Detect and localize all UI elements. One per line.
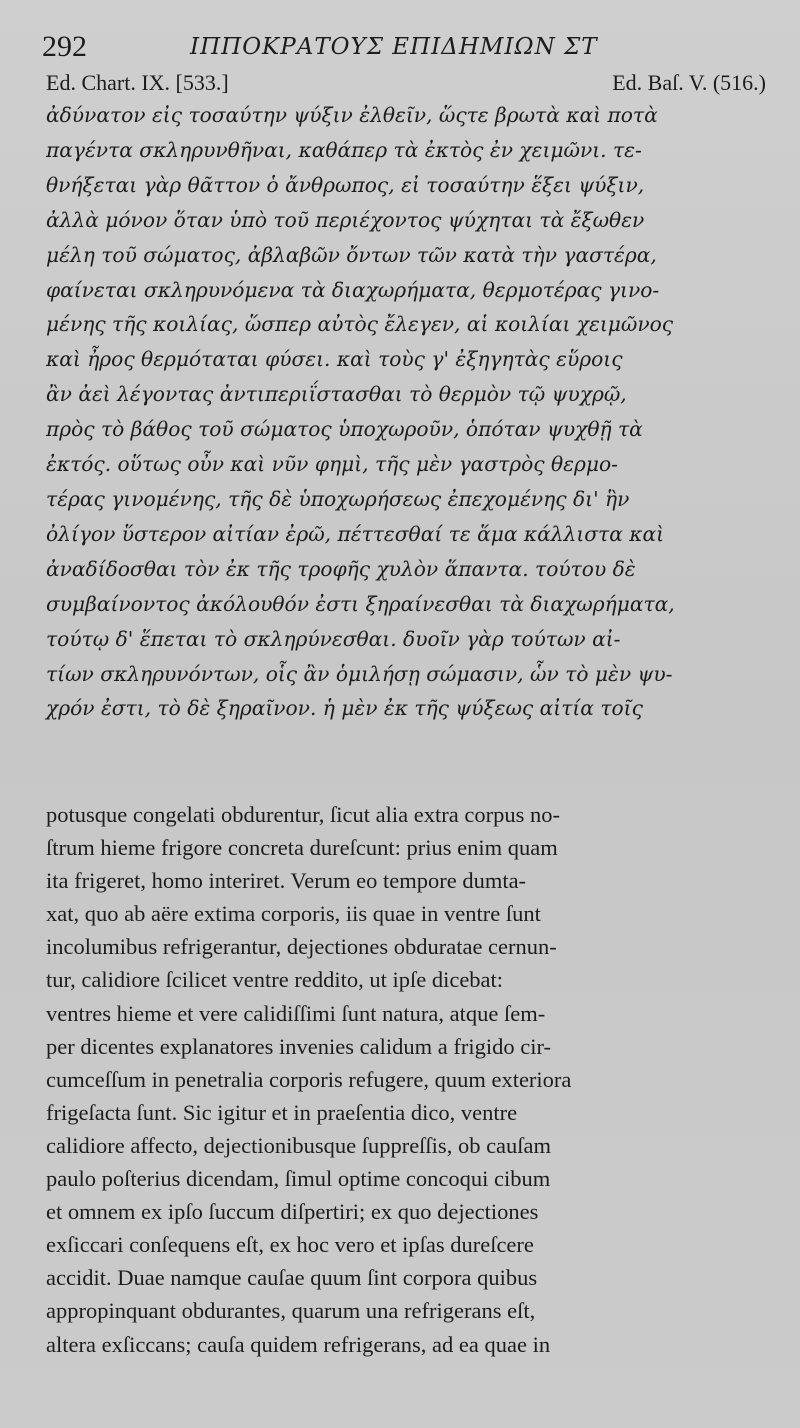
greek-line: μένης τῆς κοιλίας, ὥσπερ αὐτὸς ἔλεγεν, αἱ κοιλίαι χειμῶνος [46,312,674,337]
greek-line: φαίνεται σκληρυνόμενα τὰ διαχωρήματα, θερμοτέρας γινο- [46,277,660,302]
edition-references [46,70,766,100]
latin-line: ita frigeret, homo interiret. Verum eo tempore dumta- [46,868,527,894]
latin-line: xat, quo ab aëre extima corporis, iis quae in ventre ſunt [46,901,541,927]
latin-line: et omnem ex ipſo ſuccum diſpertiri; ex quo dejectiones [46,1199,539,1225]
greek-line: παγέντα σκληρυνθῆναι, καθάπερ τὰ ἐκτὸς ἐν χειμῶνι. τε- [46,137,642,162]
greek-line: καὶ ἦρος θερμόταται φύσει. καὶ τοὺς γ' ἐξηγητὰς εὕροις [46,347,623,372]
greek-line: ὀλίγον ὕστερον αἰτίαν ἐρῶ, πέττεσθαί τε ἅμα κάλλιστα καὶ [46,521,665,546]
greek-text-block [46,98,768,726]
latin-line: frigeſacta ſunt. Sic igitur et in praeſentia dico, ventre [46,1099,518,1125]
latin-line: incolumibus refrigerantur, dejectiones obduratae cernun- [46,934,557,960]
edition-ref-basel: Ed. Baſ. V. (516.) [612,70,766,95]
latin-line: per dicentes explanatores invenies calidum a frigido cir- [46,1033,551,1059]
edition-ref-chartier: Ed. Chart. IX. [533.] [46,70,229,95]
greek-line: ἀλλὰ μόνον ὅταν ὑπὸ τοῦ περιέχοντος ψύχηται τὰ ἔξωθεν [46,207,645,232]
latin-line: appropinquant obdurantes, quarum una refrigerans eſt, [46,1298,536,1324]
latin-line: altera exſiccans; cauſa quidem refrigerans, ad ea quae in [46,1331,551,1357]
latin-line: ventres hieme et vere calidiſſimi ſunt natura, atque ſem- [46,1000,546,1026]
greek-line: χρόν ἐστι, τὸ δὲ ξηραῖνον. ἡ μὲν ἐκ τῆς ψύξεως αἰτία τοῖς [46,696,643,721]
page-number: 292 [42,30,87,63]
greek-line: μέλη τοῦ σώματος, ἀβλαβῶν ὄντων τῶν κατὰ τὴν γαστέρα, [46,242,657,267]
greek-line: τούτῳ δ' ἕπεται τὸ σκληρύνεσθαι. δυοῖν γὰρ τούτων αἰ- [46,626,621,651]
latin-line: calidiore affecto, dejectionibusque ſuppreſſis, ob cauſam [46,1132,552,1158]
greek-line: ἐκτός. οὕτως οὖν καὶ νῦν φημὶ, τῆς μὲν γαστρὸς θερμο- [46,452,618,477]
latin-line: exſiccari conſequens eſt, ex hoc vero et ipſas dureſcere [46,1232,534,1258]
latin-line: accidit. Duae namque cauſae quum ſint corpora quibus [46,1265,538,1291]
greek-line: ἀδύνατον εἰς τοσαύτην ψύξιν ἐλθεῖν, ὥςτε βρωτὰ καὶ ποτὰ [46,103,658,127]
latin-line: cumceſſum in penetralia corporis refugere, quum exteriora [46,1066,572,1092]
greek-line: πρὸς τὸ βάθος τοῦ σώματος ὑποχωροῦν, ὁπόταν ψυχθῇ τὰ [46,417,643,442]
greek-line: τέρας γινομένης, τῆς δὲ ὑποχωρήσεως ἐπεχομένης δι' ἣν [46,486,630,511]
greek-line: θνήξεται γὰρ θᾶττον ὁ ἄνθρωπος, εἰ τοσαύτην ἕξει ψύξιν, [46,172,645,197]
latin-line: potusque congelati obdurentur, ſicut alia extra corpus no- [46,802,560,827]
latin-line: ſtrum hieme frigore concreta dureſcunt: prius enim quam [46,835,558,861]
running-title: ΙΠΠΟΚΡΑΤΟΥΣ ΕΠΙΔΗΜΙΩΝ ΣΤ [190,34,598,60]
latin-text-block [46,798,768,1361]
greek-line: συμβαίνοντος ἀκόλουθόν ἐστι ξηραίνεσθαι τὰ διαχωρήματα, [46,591,675,616]
greek-line: ἂν ἀεὶ λέγοντας ἀντιπεριΐστασθαι τὸ θερμὸν τῷ ψυχρῷ, [46,382,627,407]
greek-line: τίων σκληρυνόντων, οἷς ἂν ὁμιλήσῃ σώμασιν, ὧν τὸ μὲν ψυ- [46,661,673,686]
latin-line: paulo poſterius dicendam, ſimul optime concoqui cibum [46,1166,551,1192]
greek-line: ἀναδίδοσθαι τὸν ἐκ τῆς τροφῆς χυλὸν ἅπαντα. τούτου δὲ [46,556,636,581]
latin-line: tur, calidiore ſcilicet ventre reddito, ut ipſe dicebat: [46,967,504,993]
page-header [42,30,772,66]
